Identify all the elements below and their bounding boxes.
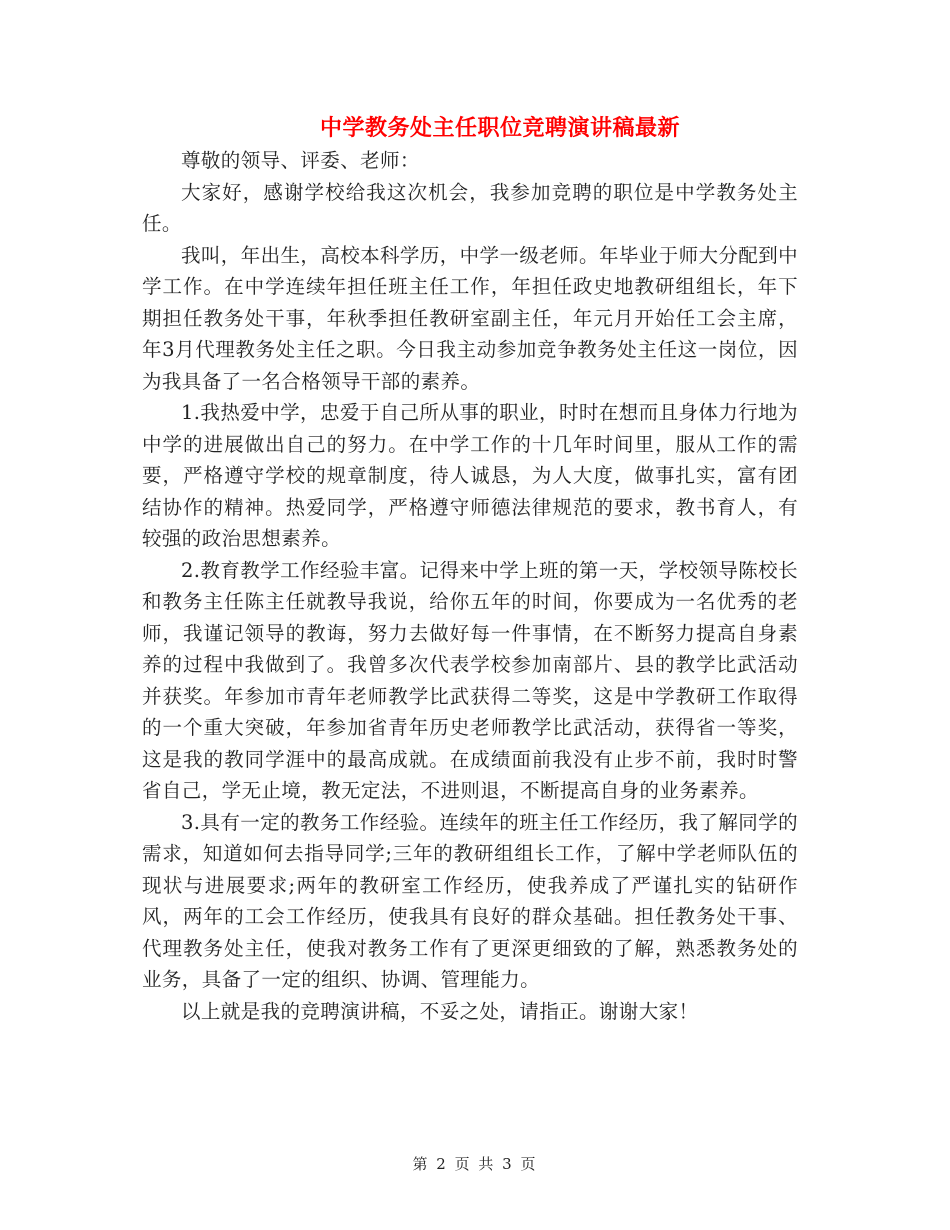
salutation-paragraph: 尊敬的领导、评委、老师：: [181, 149, 420, 172]
document-body: [142, 145, 798, 1027]
greeting-paragraph: 大家好，感谢学校给我这次机会，我参加竞聘的职位是中学教务处主任。: [142, 180, 798, 235]
introduction-paragraph: 我叫，年出生，高校本科学历，中学一级老师。年毕业于师大分配到中学工作。在中学连续年担任班主任工作，年担任政史地教研组组长，年下期担任教务处干事，年秋季担任教研室副主任，年元月开始任工会主席，年3月代理教务处主任之职。今日我主动参加竞争教务处主任这一岗位，因为我具备了一名合格领导干部的素养。: [142, 243, 798, 393]
point-1-paragraph: 1.我热爱中学，忠爱于自己所从事的职业，时时在想而且身体力行地为中学的进展做出自己的努力。在中学工作的十几年时间里，服从工作的需要，严格遵守学校的规章制度，待人诚恳，为人大度，做事扎实，富有团结协作的精神。热爱同学，严格遵守师德法律规范的要求，教书育人，有较强的政治思想素养。: [142, 401, 798, 550]
point-2-paragraph: 2.教育教学工作经验丰富。记得来中学上班的第一天，学校领导陈校长和教务主任陈主任就教导我说，给你五年的时间，你要成为一名优秀的老师，我谨记领导的教诲，努力去做好每一件事情，在不断努力提高自身素养的过程中我做到了。我曾多次代表学校参加南部片、县的教学比武活动并获奖。年参加市青年老师教学比武获得二等奖，这是中学教研工作取得的一个重大突破，年参加省青年历史老师教学比武活动，获得省一等奖，这是我的教同学涯中的最高成就。在成绩面前我没有止步不前，我时时警省自己，学无止境，教无定法，不进则退，不断提高自身的业务素养。: [142, 558, 798, 802]
page-number-footer: 第 2 页 共 3 页: [412, 1155, 538, 1173]
document-title: 中学教务处主任职位竞聘演讲稿最新: [319, 115, 680, 141]
closing-paragraph: 以上就是我的竞聘演讲稿，不妥之处，请指正。谢谢大家！: [181, 999, 699, 1023]
point-3-paragraph: 3.具有一定的教务工作经验。连续年的班主任工作经历，我了解同学的需求，知道如何去指导同学;三年的教研组组长工作，了解中学老师队伍的现状与进展要求;两年的教研室工作经历，使我养成了严谨扎实的钻研作风，两年的工会工作经历，使我具有良好的群众基础。担任教务处干事、代理教务处主任，使我对教务工作有了更深更细致的了解，熟悉教务处的业务，具备了一定的组织、协调、管理能力。: [142, 810, 798, 991]
